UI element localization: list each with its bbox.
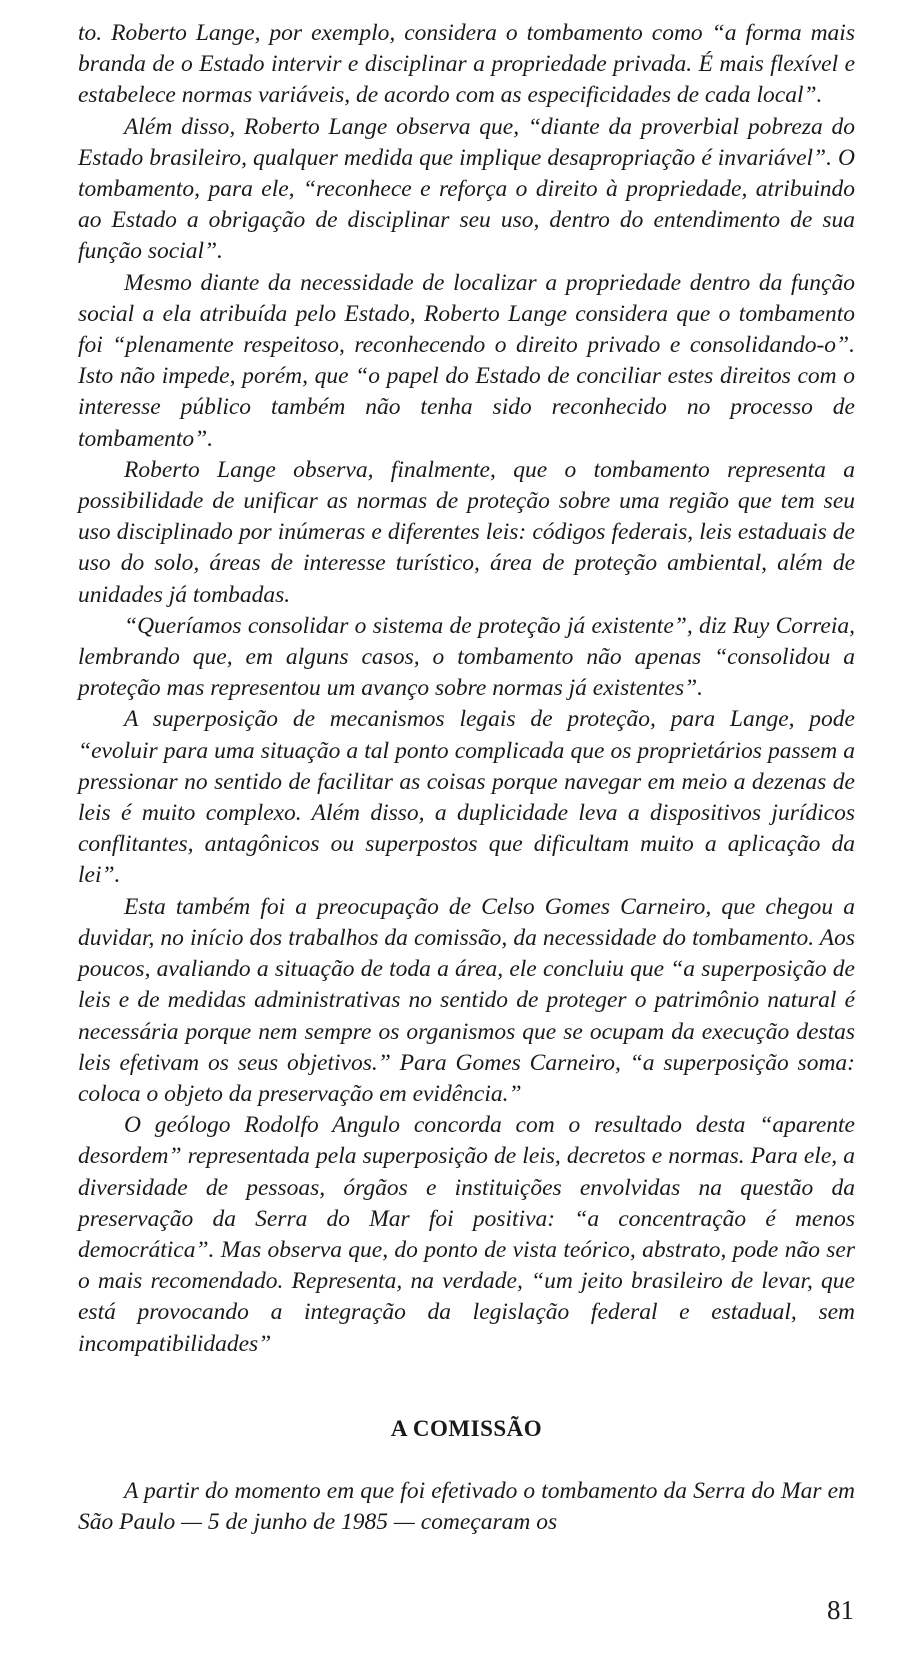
section-intro-paragraph: A partir do momento em que foi efetivado o tombamento da Serra do Mar em São Paulo — 5 de junho de 1985 — começaram os [78, 1477, 855, 1535]
paragraph: Além disso, Roberto Lange observa que, “diante da proverbial pobreza do Estado brasileiro, qualquer medida que implique desapropriação é invariável”. O tombamento, para ele, “reconhece e reforça o direito à propriedade, atribuindo ao Estado a obrigação de disciplinar seu uso, dentro do entendimento de sua função social”. [78, 113, 855, 265]
paragraph: Roberto Lange observa, finalmente, que o tombamento representa a possibilidade de unificar as normas de proteção sobre uma região que tem seu uso disciplinado por inúmeras e diferentes leis: códigos federais, leis estaduais de uso do solo, áreas de interesse turístico, área de proteção ambiental, além de unidades já tombadas. [78, 456, 855, 608]
page-number: 81 [827, 1595, 854, 1625]
paragraph: “Queríamos consolidar o sistema de proteção já existente”, diz Ruy Correia, lembrando que, em alguns casos, o tombamento não apenas “consolidou a proteção mas representou um avanço sobre normas já existentes”. [78, 612, 855, 702]
paragraph: to. Roberto Lange, por exemplo, considera o tombamento como “a forma mais branda de o Estado intervir e disciplinar a propriedade privada. É mais flexível e estabelece normas variáveis, de acordo com as especificidades de cada local”. [78, 20, 855, 109]
paragraph: Mesmo diante da necessidade de localizar a propriedade dentro da função social a ela atribuída pelo Estado, Roberto Lange considera que o tombamento foi “plenamente respeitoso, reconhecendo o direito privado e consolidando-o”. Isto não impede, porém, que “o papel do Estado de conciliar estes direitos com o interesse público também não tenha sido reconhecido no processo de tombamento”. [78, 269, 855, 452]
paragraph: A superposição de mecanismos legais de proteção, para Lange, pode “evoluir para uma situação a tal ponto complicada que os proprietários passem a pressionar no sentido de facilitar as coisas porque navegar em meio a dezenas de leis é muito complexo. Além disso, a duplicidade leva a dispositivos jurídicos conflitantes, antagônicos ou superpostos que dificultam muito a aplicação da lei”. [78, 706, 855, 889]
paragraph: O geólogo Rodolfo Angulo concorda com o resultado desta “aparente desordem” representada pela superposição de leis, decretos e normas. Para ele, a diversidade de pessoas, órgãos e instituições envolvidas na questão da preservação da Serra do Mar foi positiva: “a concentração é menos democrática”. Mas observa que, do ponto de vista teórico, abstrato, pode não ser o mais recomendado. Representa, na verdade, “um jeito brasileiro de levar, que está provocando a integração da legislação federal e estadual, sem incompatibilidades” [78, 1112, 855, 1357]
section-heading: A COMISSÃO [390, 1415, 543, 1441]
body-text [78, 18, 855, 1360]
paragraph: Esta também foi a preocupação de Celso Gomes Carneiro, que chegou a duvidar, no início dos trabalhos da comissão, da necessidade do tombamento. Aos poucos, avaliando a situação de toda a área, ele concluiu que “a superposição de leis e de medidas administrativas no sentido de proteger o patrimônio natural é necessária porque nem sempre os organismos que se ocupam da execução destas leis efetivam os seus objetivos.” Para Gomes Carneiro, “a superposição soma: coloca o objeto da preservação em evidência.” [78, 893, 855, 1107]
